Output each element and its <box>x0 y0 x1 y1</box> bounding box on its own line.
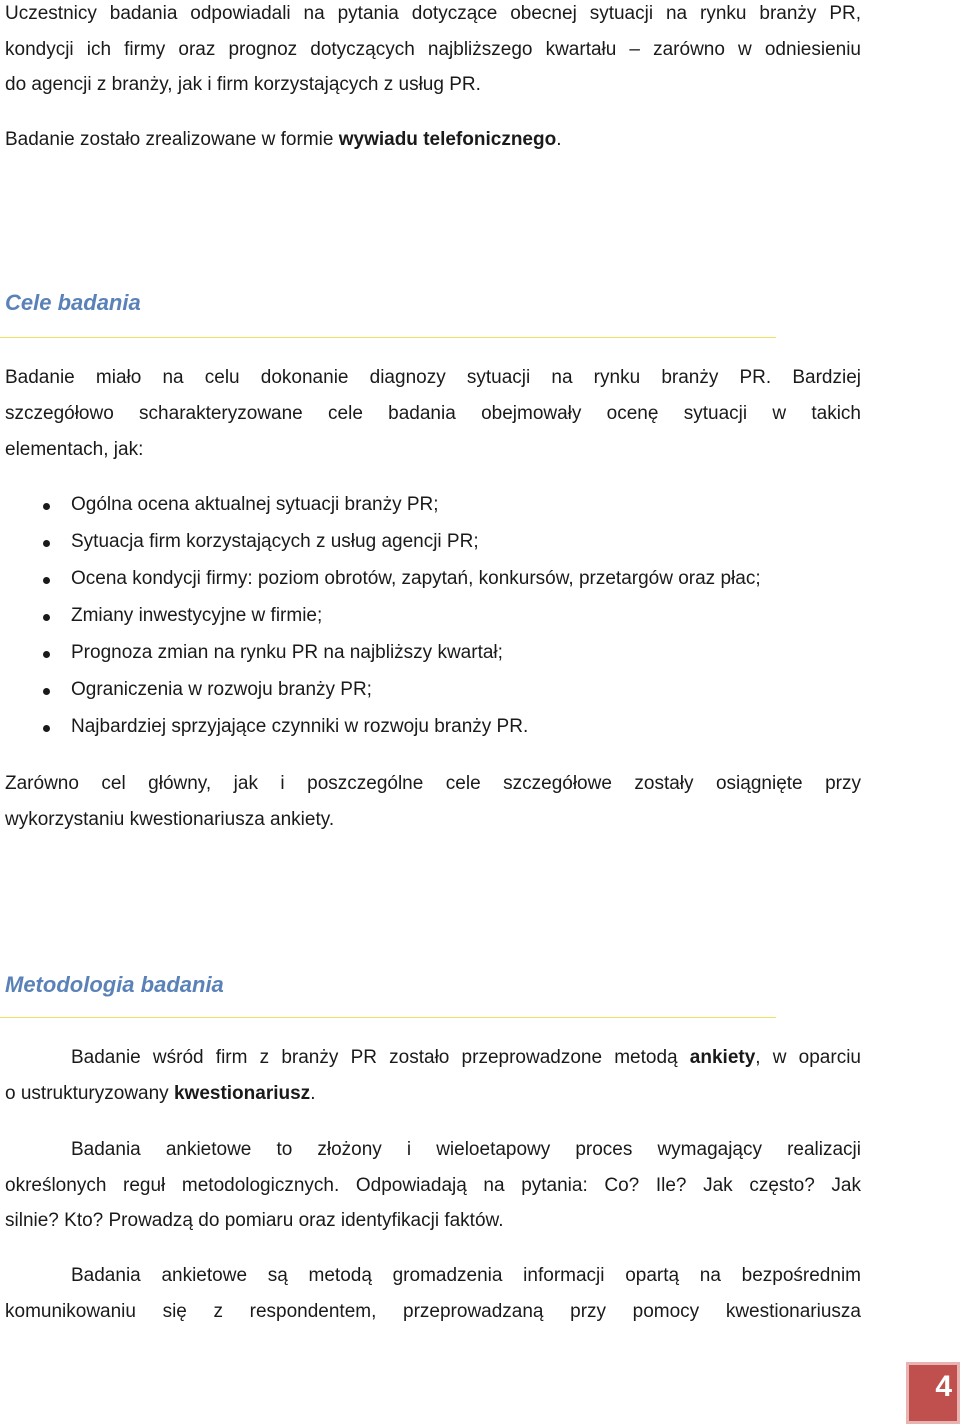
cele-bullet-list <box>40 490 761 749</box>
metodologia-p3-line-2: komunikowaniu się z respondentem, przeprowadzaną przy pomocy kwestionariusza <box>5 1301 861 1322</box>
metodologia-p2-line-1: Badania ankietowe to złożony i wieloetapowy proces wymagający realizacji <box>71 1139 861 1160</box>
intro-line-3: do agencji z branży, jak i firm korzystających z usług PR. <box>5 74 481 95</box>
bullet-icon <box>43 577 50 584</box>
page-number-badge <box>906 1362 960 1424</box>
page-number: 4 <box>935 1370 952 1403</box>
list-item: Ograniczenia w rozwoju branży PR; <box>40 675 761 712</box>
metodologia-heading: Metodologia badania <box>5 972 224 997</box>
metodologia-p3-line-1: Badania ankietowe są metodą gromadzenia informacji opartą na bezpośrednim <box>71 1265 861 1286</box>
intro-method-line <box>5 128 562 152</box>
method-bold: wywiadu telefonicznego <box>338 129 557 150</box>
cele-p1-line-3: elementach, jak: <box>5 439 144 460</box>
bullet-icon <box>43 651 50 658</box>
bullet-icon <box>43 614 50 621</box>
cele-p2-line-1: Zarówno cel główny, jak i poszczególne cele szczegółowe zostały osiągnięte przy <box>5 773 861 794</box>
method-suffix: . <box>556 129 562 150</box>
intro-line-1: Uczestnicy badania odpowiadali na pytania dotyczące obecnej sytuacji na rynku branży PR, <box>5 3 861 24</box>
intro-line-2: kondycji ich firmy oraz prognoz dotyczących najbliższego kwartału – zarówno w odniesieniu <box>5 39 861 60</box>
cele-p1-line-2: szczegółowo scharakteryzowane cele badania obejmowały ocenę sytuacji w takich <box>5 403 861 424</box>
metodologia-rule <box>0 1017 776 1018</box>
list-item: Najbardziej sprzyjające czynniki w rozwoju branży PR. <box>40 712 761 749</box>
bullet-icon <box>43 540 50 547</box>
metodologia-p2-line-3: silnie? Kto? Prowadzą do pomiaru oraz identyfikacji faktów. <box>5 1210 504 1231</box>
bullet-icon <box>43 688 50 695</box>
cele-p2-line-2: wykorzystaniu kwestionariusza ankiety. <box>5 809 335 830</box>
bullet-icon <box>43 503 50 510</box>
cele-p1-line-1: Badanie miało na celu dokonanie diagnozy sytuacji na rynku branży PR. Bardziej <box>5 367 861 388</box>
list-item: Prognoza zmian na rynku PR na najbliższy kwartał; <box>40 638 761 675</box>
list-item: Sytuacja firm korzystających z usług agencji PR; <box>40 527 761 564</box>
list-item: Zmiany inwestycyjne w firmie; <box>40 601 761 638</box>
metodologia-p2-line-2: określonych reguł metodologicznych. Odpowiadają na pytania: Co? Ile? Jak często? Jak <box>5 1175 861 1196</box>
metodologia-p1-line-2: o ustrukturyzowany kwestionariusz. <box>5 1083 316 1104</box>
method-prefix: Badanie zostało zrealizowane w formie <box>5 129 339 150</box>
cele-rule <box>0 337 776 338</box>
cele-heading: Cele badania <box>5 290 141 315</box>
list-item: Ocena kondycji firmy: poziom obrotów, zapytań, konkursów, przetargów oraz płac; <box>40 564 761 601</box>
bullet-icon <box>43 725 50 732</box>
metodologia-p1-line-1: Badanie wśród firm z branży PR zostało przeprowadzone metodą ankiety, w oparciu <box>71 1047 861 1068</box>
list-item: Ogólna ocena aktualnej sytuacji branży PR; <box>40 490 761 527</box>
